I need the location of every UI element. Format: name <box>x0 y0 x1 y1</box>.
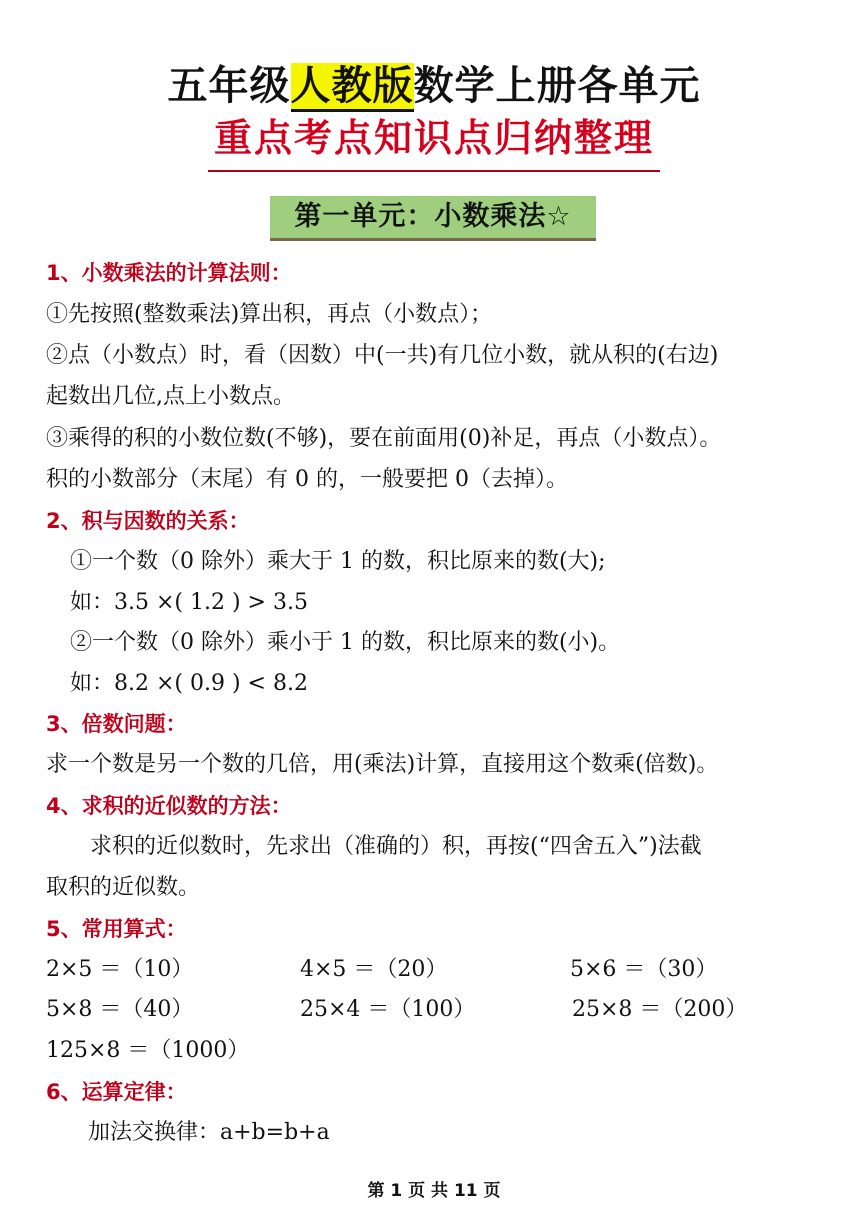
section-heading-3: 3、倍数问题： <box>46 712 187 736</box>
text-line: ①先按照(整数乘法)算出积，再点（小数点）； <box>46 302 493 327</box>
calc-item: 25×8 ＝（200） <box>572 997 748 1022</box>
text-line: ②一个数（0 除外）乘小于 1 的数，积比原来的数(小)。 <box>70 630 621 655</box>
calc-item: 4×5 ＝（20） <box>300 957 448 982</box>
calc-item: 25×4 ＝（100） <box>300 997 476 1022</box>
document-title <box>0 58 868 114</box>
title-suffix: 数学上册各单元 <box>413 63 701 109</box>
document-subtitle: 重点考点知识点归纳整理 <box>213 116 654 160</box>
section-heading-2: 2、积与因数的关系： <box>46 509 250 533</box>
title-underline <box>208 170 660 172</box>
calc-item: 125×8 ＝（1000） <box>46 1038 250 1063</box>
text-line: 求一个数是另一个数的几倍，用(乘法)计算，直接用这个数乘(倍数)。 <box>46 752 719 777</box>
calc-item: 2×5 ＝（10） <box>46 957 194 982</box>
title-prefix: 五年级 <box>167 63 291 109</box>
text-line: ③乘得的积的小数位数(不够)，要在前面用(0)补足，再点（小数点）。 <box>46 426 722 451</box>
section-heading-1: 1、小数乘法的计算法则： <box>46 261 292 285</box>
unit-title: 第一单元：小数乘法☆ <box>270 196 596 241</box>
section-heading-5: 5、常用算式： <box>46 917 187 941</box>
text-line: 起数出几位,点上小数点。 <box>46 384 295 409</box>
text-line: 求积的近似数时，先求出（准确的）积，再按(“四舍五入”)法截 <box>90 834 702 859</box>
section-heading-4: 4、求积的近似数的方法： <box>46 794 292 818</box>
text-line: ①一个数（0 除外）乘大于 1 的数，积比原来的数(大); <box>70 549 606 574</box>
calc-item: 5×8 ＝（40） <box>46 997 194 1022</box>
example-line: 如：3.5 ×( 1.2 ) > 3.5 <box>70 590 308 615</box>
text-line: 加法交换律：a+b=b+a <box>88 1120 330 1145</box>
title-highlight: 人教版 <box>291 63 414 112</box>
calc-item: 5×6 ＝（30） <box>570 957 718 982</box>
section-heading-6: 6、运算定律： <box>46 1080 187 1104</box>
example-line: 如：8.2 ×( 0.9 ) < 8.2 <box>70 671 308 696</box>
text-line: 取积的近似数。 <box>46 875 201 900</box>
text-line: ②点（小数点）时，看（因数）中(一共)有几位小数，就从积的(右边) <box>46 343 719 368</box>
page-footer: 第 1 页 共 11 页 <box>367 1181 501 1201</box>
text-line: 积的小数部分（末尾）有 0 的，一般要把 0（去掉）。 <box>46 467 568 492</box>
